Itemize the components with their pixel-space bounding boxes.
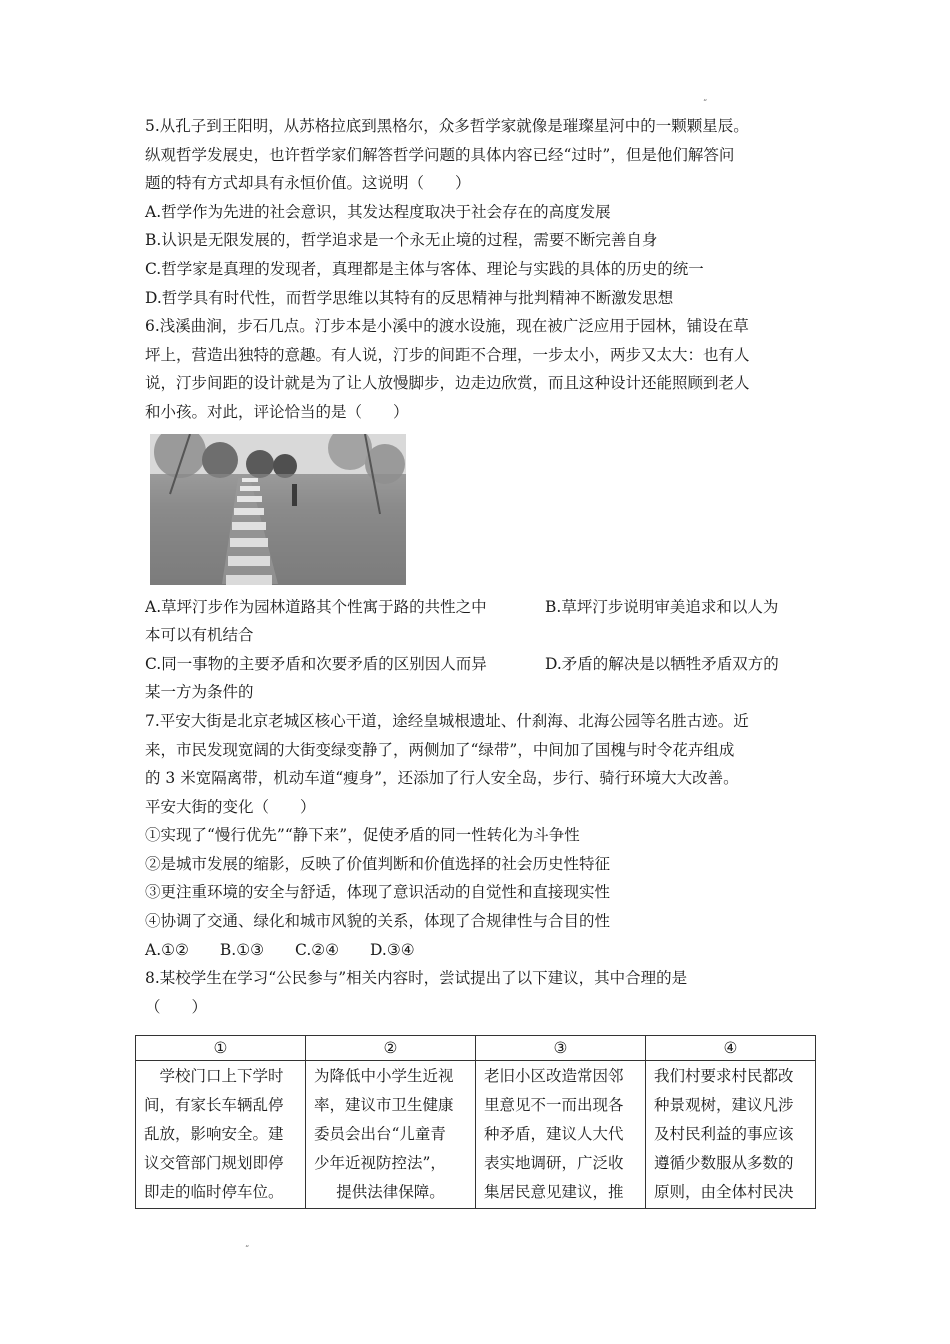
- question-content: [145, 112, 810, 1021]
- cell-line: 率，建议市卫生健康: [314, 1096, 454, 1114]
- q6-stem-line: 坪上，营造出独特的意趣。有人说，汀步的间距不合理，一步太小，两步又太大：也有人: [145, 345, 750, 364]
- table-header-3: ③: [476, 1036, 646, 1061]
- q5-stem-line: 纵观哲学发展史，也许哲学家们解答哲学问题的具体内容已经“过时”，但是他们解答问: [145, 145, 735, 164]
- q7-item-3: ③更注重环境的安全与舒适，体现了意识活动的自觉性和直接现实性: [145, 883, 611, 902]
- cell-line: 集居民意见建议，推: [484, 1183, 624, 1201]
- cell-line: 学校门口上下学时: [144, 1067, 284, 1085]
- q5-option-d: D.哲学具有时代性，而哲学思维以其特有的反思精神与批判精神不断激发思想: [145, 288, 674, 307]
- table-header-1: ①: [136, 1036, 306, 1061]
- question-8: [145, 964, 810, 1021]
- cell-line: 我们村要求村民都改: [654, 1067, 794, 1085]
- q5-option-c: C.哲学家是真理的发现者，真理都是主体与客体、理论与实践的具体的历史的统一: [145, 259, 704, 278]
- table-cell-3: [476, 1061, 646, 1209]
- cell-line: 乱放，影响安全。建: [144, 1125, 284, 1143]
- q6-stem-line: 说，汀步间距的设计就是为了让人放慢脚步，边走边欣赏，而且这种设计还能照顾到老人: [145, 374, 750, 393]
- q6-option-a: A.草坪汀步作为园林道路其个性寓于路的共性之中: [145, 597, 487, 616]
- q7-item-1: ①实现了“慢行优先”“静下来”，促使矛盾的同一性转化为斗争性: [145, 826, 580, 845]
- question-6: [145, 312, 810, 707]
- cell-line: 委员会出台“儿童青: [314, 1125, 446, 1143]
- cell-line: 议交管部门规划即停: [144, 1154, 284, 1172]
- q7-stem-line: 平安大街的变化（ ）: [145, 797, 316, 816]
- cell-line: 种矛盾，建议人大代: [484, 1125, 624, 1143]
- q5-stem-line: 题的特有方式却具有永恒价值。这说明（ ）: [145, 174, 471, 193]
- table-header-row: [136, 1036, 816, 1061]
- q5-stem-line: 5.从孔子到王阳明，从苏格拉底到黑格尔，众多哲学家就像是璀璨星河中的一颗颗星辰。: [145, 117, 749, 135]
- q8-suggestion-table: [135, 1035, 816, 1209]
- q6-options-row-1: [145, 593, 810, 622]
- cell-line: 即走的临时停车位。: [144, 1183, 284, 1201]
- cell-line: 种景观树，建议凡涉: [654, 1096, 794, 1114]
- page-mark-top: “: [703, 98, 708, 107]
- stepping-stones-photo: [150, 434, 406, 585]
- cell-line: 及村民利益的事应该: [654, 1125, 794, 1143]
- cell-line: 少年近视防控法”，: [314, 1154, 446, 1172]
- q6-stem-line: 6.浅溪曲涧，步石几点。汀步本是小溪中的渡水设施，现在被广泛应用于园林，铺设在草: [145, 317, 749, 336]
- q6-option-c: C.同一事物的主要矛盾和次要矛盾的区别因人而异: [145, 654, 487, 673]
- q7-item-2: ②是城市发展的缩影，反映了价值判断和价值选择的社会历史性特征: [145, 854, 611, 873]
- cell-line: 表实地调研，广泛收: [484, 1154, 624, 1172]
- cell-line: 遵循少数服从多数的: [654, 1154, 794, 1172]
- q7-stem-line: 来，市民发现宽阔的大街变绿变静了，两侧加了“绿带”，中间加了国槐与时令花卉组成: [145, 740, 735, 759]
- cell-line: 间，有家长车辆乱停: [144, 1096, 284, 1114]
- q6-option-b-continued: 本可以有机结合: [145, 626, 254, 645]
- q8-stem-line: 8.某校学生在学习“公民参与”相关内容时，尝试提出了以下建议，其中合理的是: [145, 969, 688, 988]
- cell-line: 为降低中小学生近视: [314, 1067, 454, 1085]
- table-cell-4: [646, 1061, 816, 1209]
- cell-line: 老旧小区改造常因邻: [484, 1067, 624, 1085]
- q7-answer-options: A.①② B.①③ C.②④ D.③④: [145, 940, 415, 959]
- question-7: [145, 707, 810, 964]
- q6-stem-line: 和小孩。对此，评论恰当的是（ ）: [145, 402, 409, 421]
- q7-stem-line: 的 3 米宽隔离带，机动车道“瘦身”，还添加了行人安全岛，步行、骑行环境大大改善。: [145, 769, 739, 788]
- question-5: [145, 112, 810, 312]
- q6-option-b: B.草坪汀步说明审美追求和以人为: [545, 597, 779, 616]
- table-header-4: ④: [646, 1036, 816, 1061]
- q7-stem-line: 7.平安大街是北京老城区核心干道，途经皇城根遗址、什刹海、北海公园等名胜古迹。近: [145, 711, 749, 730]
- q5-option-a: A.哲学作为先进的社会意识，其发达程度取决于社会存在的高度发展: [145, 202, 611, 221]
- q7-item-4: ④协调了交通、绿化和城市风貌的关系，体现了合规律性与合目的性: [145, 912, 611, 931]
- q8-stem-line: （ ）: [145, 997, 208, 1016]
- table-header-2: ②: [306, 1036, 476, 1061]
- cell-line: 原则，由全体村民决: [654, 1183, 794, 1201]
- q6-options-row-2: [145, 650, 810, 679]
- q6-option-d-continued: 某一方为条件的: [145, 683, 254, 702]
- table-cell-2: [306, 1061, 476, 1209]
- table-cell-1: [136, 1061, 306, 1209]
- cell-line: 里意见不一而出现各: [484, 1096, 624, 1114]
- cell-line: 提供法律保障。: [336, 1183, 445, 1201]
- q5-option-b: B.认识是无限发展的，哲学追求是一个永无止境的过程，需要不断完善自身: [145, 231, 658, 250]
- page-mark-bottom: “: [245, 1244, 250, 1253]
- q6-option-d: D.矛盾的解决是以牺牲矛盾双方的: [545, 654, 779, 673]
- table-row: [136, 1061, 816, 1209]
